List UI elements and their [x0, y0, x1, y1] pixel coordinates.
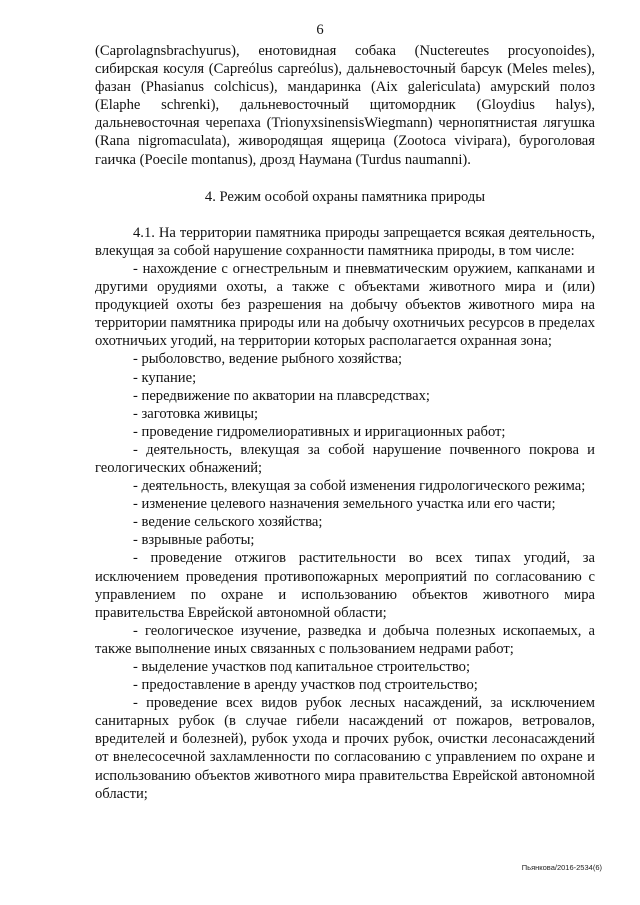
- list-item: - проведение всех видов рубок лесных насаждений, за исключением санитарных рубок (в случае гибели насаждений от пожаров, ветровалов, вредителей и болезней), рубок ухода и прочих рубок, очистки лесонасаждений от внелесосечной захламленности по согласованию с управлением по охране и использованию объектов животного мира правительства Еврейской автономной области;: [95, 695, 595, 802]
- list-item: - предоставление в аренду участков под строительство;: [133, 677, 478, 694]
- list-item: - изменение целевого назначения земельного участка или его части;: [133, 496, 556, 513]
- list-item: - заготовка живицы;: [133, 405, 259, 422]
- species-paragraph: (Caprolagnsbrachyurus), енотовидная собака (Nuctereutes procyonoides), сибирская косуля (Capreólus capreólus), дальневосточный барсук (Meles meles), фазан (Phasianus colchicus), мандаринка (Aix galericulata) амурский полоз (Elaphe schrenki), дальневосточный щитомордник (Gloydius halys), дальневосточная черепаха (TrionyxsinensisWiegmann) чернопятнистая лягушка (Rana nigromaculata), живородящая ящерица (Zootoca vivipara), буроголовая гаичка (Poecile montanus), дрозд Наумана (Turdus naumanni).: [95, 43, 595, 168]
- list-item: - проведение гидромелиоративных и ирригационных работ;: [133, 423, 506, 440]
- list-item: - нахождение с огнестрельным и пневматическим оружием, капканами и другими орудиями охоты, а также с объектами животного мира и (или) продукцией охоты без разрешения на добычу объектов животного мира на территории памятника природы или на добычу охотничьих ресурсов в пределах охотничьих угодий, на территории которых располагается охранная зона;: [95, 260, 595, 350]
- section-heading: 4. Режим особой охраны памятника природы: [204, 188, 486, 205]
- page-number: 6: [316, 22, 324, 38]
- list-item: - выделение участков под капитальное строительство;: [133, 659, 471, 675]
- list-item: - ведение сельского хозяйства;: [133, 514, 323, 531]
- list-item: - деятельность, влекущая за собой нарушение почвенного покрова и геологических обнажений;: [95, 441, 595, 476]
- list-item: - геологическое изучение, разведка и добыча полезных ископаемых, а также выполнение иных связанных с пользованием недрами работ;: [95, 622, 595, 657]
- intro-paragraph: 4.1. На территории памятника природы запрещается всякая деятельность, влекущая за собой нарушение сохранности памятника природы, в том числе:: [95, 224, 595, 259]
- list-item: - купание;: [133, 369, 197, 386]
- list-item: - рыболовство, ведение рыбного хозяйства;: [133, 351, 403, 368]
- footer-code: Пьянкова/2016-2534(6): [521, 863, 602, 872]
- list-item: - деятельность, влекущая за собой изменения гидрологического режима;: [133, 478, 586, 495]
- text-column: [95, 42, 595, 803]
- list-item: - передвижение по акватории на плавсредствах;: [133, 387, 430, 404]
- list-item: - взрывные работы;: [133, 532, 255, 549]
- list-item: - проведение отжигов растительности во всех типах угодий, за исключением проведения противопожарных мероприятий по согласованию с управлением по охране и использованию объектов животного мира правительства Еврейской автономной области;: [95, 550, 595, 621]
